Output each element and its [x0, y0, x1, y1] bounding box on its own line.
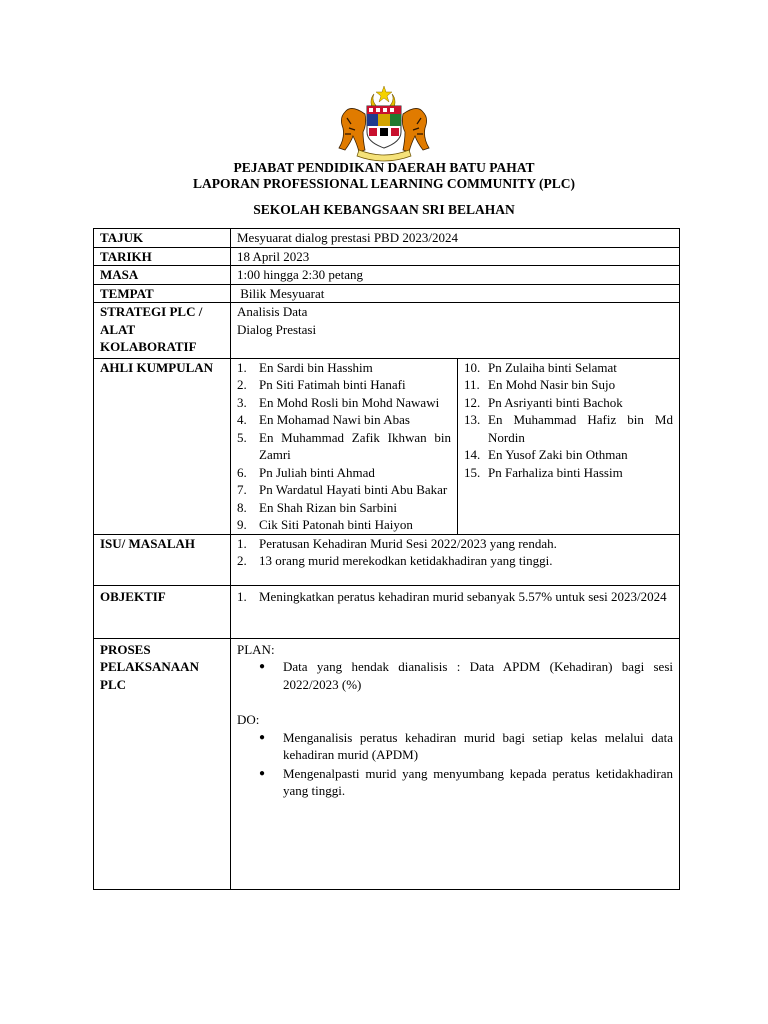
bullet-icon: ●	[259, 731, 266, 743]
value-strategi	[231, 303, 680, 359]
label-strategi: STRATEGI PLC / ALAT KOLABORATIF	[94, 303, 231, 359]
list-item: 2. Pn Siti Fatimah binti Hanafi	[237, 377, 406, 392]
label-proses: PROSES PELAKSANAAN PLC	[94, 638, 231, 889]
row-masa	[94, 266, 680, 285]
list-item: ● Menganalisis peratus kehadiran murid bagi setiap kelas melalui data kehadiran murid (APDM)	[259, 729, 673, 762]
list-item: 1. En Sardi bin Hasshim	[237, 359, 373, 375]
row-proses	[94, 638, 680, 889]
value-isu	[231, 534, 680, 585]
members-column-right	[458, 359, 679, 534]
label-ahli: AHLI KUMPULAN	[94, 358, 231, 534]
value-tarikh: 18 April 2023	[231, 247, 680, 266]
bullet-icon: ●	[259, 767, 266, 779]
bullet-icon: ●	[259, 661, 266, 672]
strategi-line: Analisis Data	[237, 304, 308, 319]
strategi-line: Dialog Prestasi	[237, 321, 317, 337]
coat-of-arms-emblem	[329, 84, 439, 164]
label-tempat: TEMPAT	[94, 284, 231, 303]
row-tarikh	[94, 247, 680, 266]
list-item: 14. En Yusof Zaki bin Othman	[464, 447, 628, 462]
members-column-left	[231, 359, 458, 534]
value-objektif	[231, 585, 680, 638]
label-tajuk: TAJUK	[94, 229, 231, 248]
do-label: DO:	[237, 712, 260, 727]
row-isu	[94, 534, 680, 585]
list-item: ● Mengenalpasti murid yang menyumbang kepada peratus ketidakhadiran yang tinggi.	[259, 765, 673, 798]
school-name: SEKOLAH KEBANGSAAN SRI BELAHAN	[253, 202, 515, 217]
label-objektif: OBJEKTIF	[94, 585, 231, 638]
value-proses	[231, 638, 680, 889]
members-columns	[231, 359, 679, 534]
value-tajuk: Mesyuarat dialog prestasi PBD 2023/2024	[231, 229, 680, 248]
report-title: LAPORAN PROFESSIONAL LEARNING COMMUNITY (PLC)	[192, 176, 575, 191]
list-item: 1. Peratusan Kehadiran Murid Sesi 2022/2023 yang rendah.	[237, 535, 557, 551]
plc-report-table	[93, 228, 680, 890]
label-masa: MASA	[94, 266, 231, 285]
list-item: 5. En Muhammad Zafik Ikhwan bin Zamri	[237, 429, 451, 462]
row-tajuk	[94, 229, 680, 248]
value-ahli	[231, 358, 680, 534]
plan-label: PLAN:	[237, 641, 275, 657]
list-item: 13. En Muhammad Hafiz bin Md Nordin	[464, 412, 673, 445]
label-isu: ISU/ MASALAH	[94, 534, 231, 585]
row-tempat	[94, 284, 680, 303]
list-item: 3. En Mohd Rosli bin Mohd Nawawi	[237, 394, 440, 410]
value-masa: 1:00 hingga 2:30 petang	[231, 266, 680, 285]
list-item: 2. 13 orang murid merekodkan ketidakhadiran yang tinggi.	[237, 553, 553, 568]
list-item: 8. En Shah Rizan bin Sarbini	[237, 499, 397, 515]
list-item: 6. Pn Juliah binti Ahmad	[237, 464, 375, 480]
list-item: 7. Pn Wardatul Hayati binti Abu Bakar	[237, 482, 448, 497]
office-title: PEJABAT PENDIDIKAN DAERAH BATU PAHAT	[233, 160, 535, 175]
list-item: 1. Meningkatkan peratus kehadiran murid sebanyak 5.57% untuk sesi 2023/2024	[237, 588, 667, 604]
list-item: ● Data yang hendak dianalisis : Data APDM (Kehadiran) bagi sesi 2022/2023 (%)	[259, 659, 673, 692]
list-item: 15. Pn Farhaliza binti Hassim	[464, 464, 623, 480]
row-objektif	[94, 585, 680, 638]
list-item: 12. Pn Asriyanti binti Bachok	[464, 394, 623, 410]
list-item: 4. En Mohamad Nawi bin Abas	[237, 412, 410, 427]
value-tempat: Bilik Mesyuarat	[231, 284, 680, 303]
row-strategi	[94, 303, 680, 359]
label-tarikh: TARIKH	[94, 247, 231, 266]
list-item: 11. En Mohd Nasir bin Sujo	[464, 377, 616, 392]
list-item: 9. Cik Siti Patonah binti Haiyon	[237, 517, 413, 532]
list-item: 10. Pn Zulaiha binti Selamat	[464, 359, 617, 375]
row-ahli	[94, 358, 680, 534]
